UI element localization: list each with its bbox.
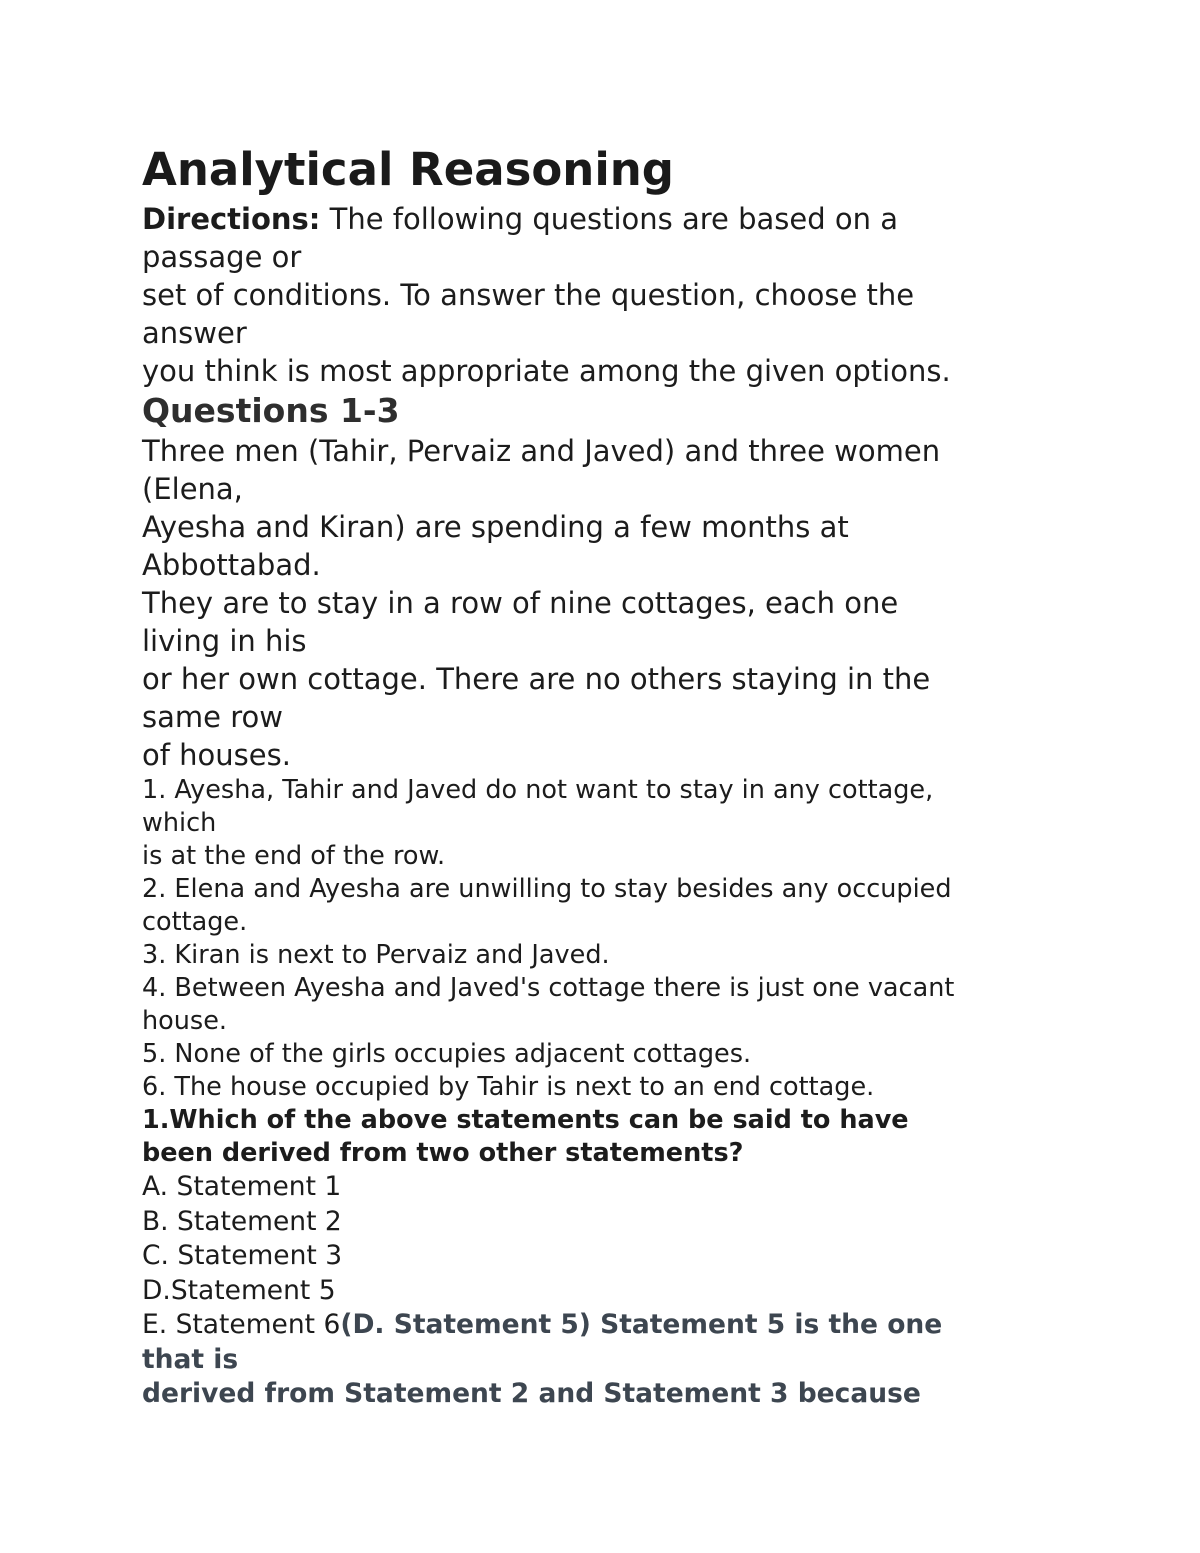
statement-line: 3. Kiran is next to Pervaiz and Javed. — [142, 940, 610, 970]
passage-line: (Elena, — [142, 472, 243, 506]
questions-heading: Questions 1-3 — [142, 391, 400, 430]
page-title: Analytical Reasoning — [142, 143, 675, 196]
passage-line: or her own cottage. There are no others staying in the — [142, 662, 931, 696]
statement-line: 4. Between Ayesha and Javed's cottage there is just one vacant — [142, 973, 955, 1003]
directions-line: you think is most appropriate among the given options. — [142, 354, 951, 388]
option-c: C. Statement 3 — [142, 1240, 343, 1271]
passage-line: Abbottabad. — [142, 548, 321, 582]
option-e-with-answer — [142, 1308, 1062, 1343]
option-a: A. Statement 1 — [142, 1171, 342, 1202]
directions-text: The following questions are based on a — [320, 202, 898, 236]
document-page — [142, 140, 1062, 1412]
statement-line: house. — [142, 1006, 228, 1036]
option-e: E. Statement 6 — [142, 1309, 341, 1340]
passage-line: Ayesha and Kiran) are spending a few months at — [142, 510, 849, 544]
statements-list — [142, 774, 1062, 1104]
directions-label: Directions: — [142, 202, 321, 236]
passage-line: living in his — [142, 624, 307, 658]
statement-line: is at the end of the row. — [142, 841, 446, 871]
directions-line — [142, 200, 1062, 238]
statement-line: 2. Elena and Ayesha are unwilling to stay besides any occupied — [142, 874, 952, 904]
statement-line: cottage. — [142, 907, 248, 937]
option-b: B. Statement 2 — [142, 1205, 342, 1237]
options-list — [142, 1170, 1062, 1412]
directions-line: passage or — [142, 240, 302, 274]
passage-line: of houses. — [142, 738, 291, 772]
passage-line: same row — [142, 700, 283, 734]
passage-line: They are to stay in a row of nine cottages, each one — [142, 586, 899, 620]
answer-line: that is — [142, 1343, 239, 1375]
question-line: been derived from two other statements? — [142, 1138, 744, 1168]
statement-line: 1. Ayesha, Tahir and Javed do not want to stay in any cottage, — [142, 775, 934, 805]
statement-line: 6. The house occupied by Tahir is next to an end cottage. — [142, 1072, 875, 1102]
question-1 — [142, 1104, 1062, 1170]
directions-line: set of conditions. To answer the question, choose the — [142, 278, 915, 312]
answer-line: derived from Statement 2 and Statement 3 because — [142, 1378, 921, 1409]
statement-line: which — [142, 808, 217, 838]
directions-paragraph — [142, 200, 1062, 390]
passage-line: Three men (Tahir, Pervaiz and Javed) and three women — [142, 434, 941, 468]
answer-explanation: (D. Statement 5) Statement 5 is the one — [340, 1309, 943, 1340]
option-d: D.Statement 5 — [142, 1274, 336, 1306]
statement-line: 5. None of the girls occupies adjacent cottages. — [142, 1039, 752, 1069]
directions-line: answer — [142, 316, 247, 350]
question-line: 1.Which of the above statements can be said to have — [142, 1105, 909, 1135]
passage-paragraph — [142, 432, 1062, 774]
